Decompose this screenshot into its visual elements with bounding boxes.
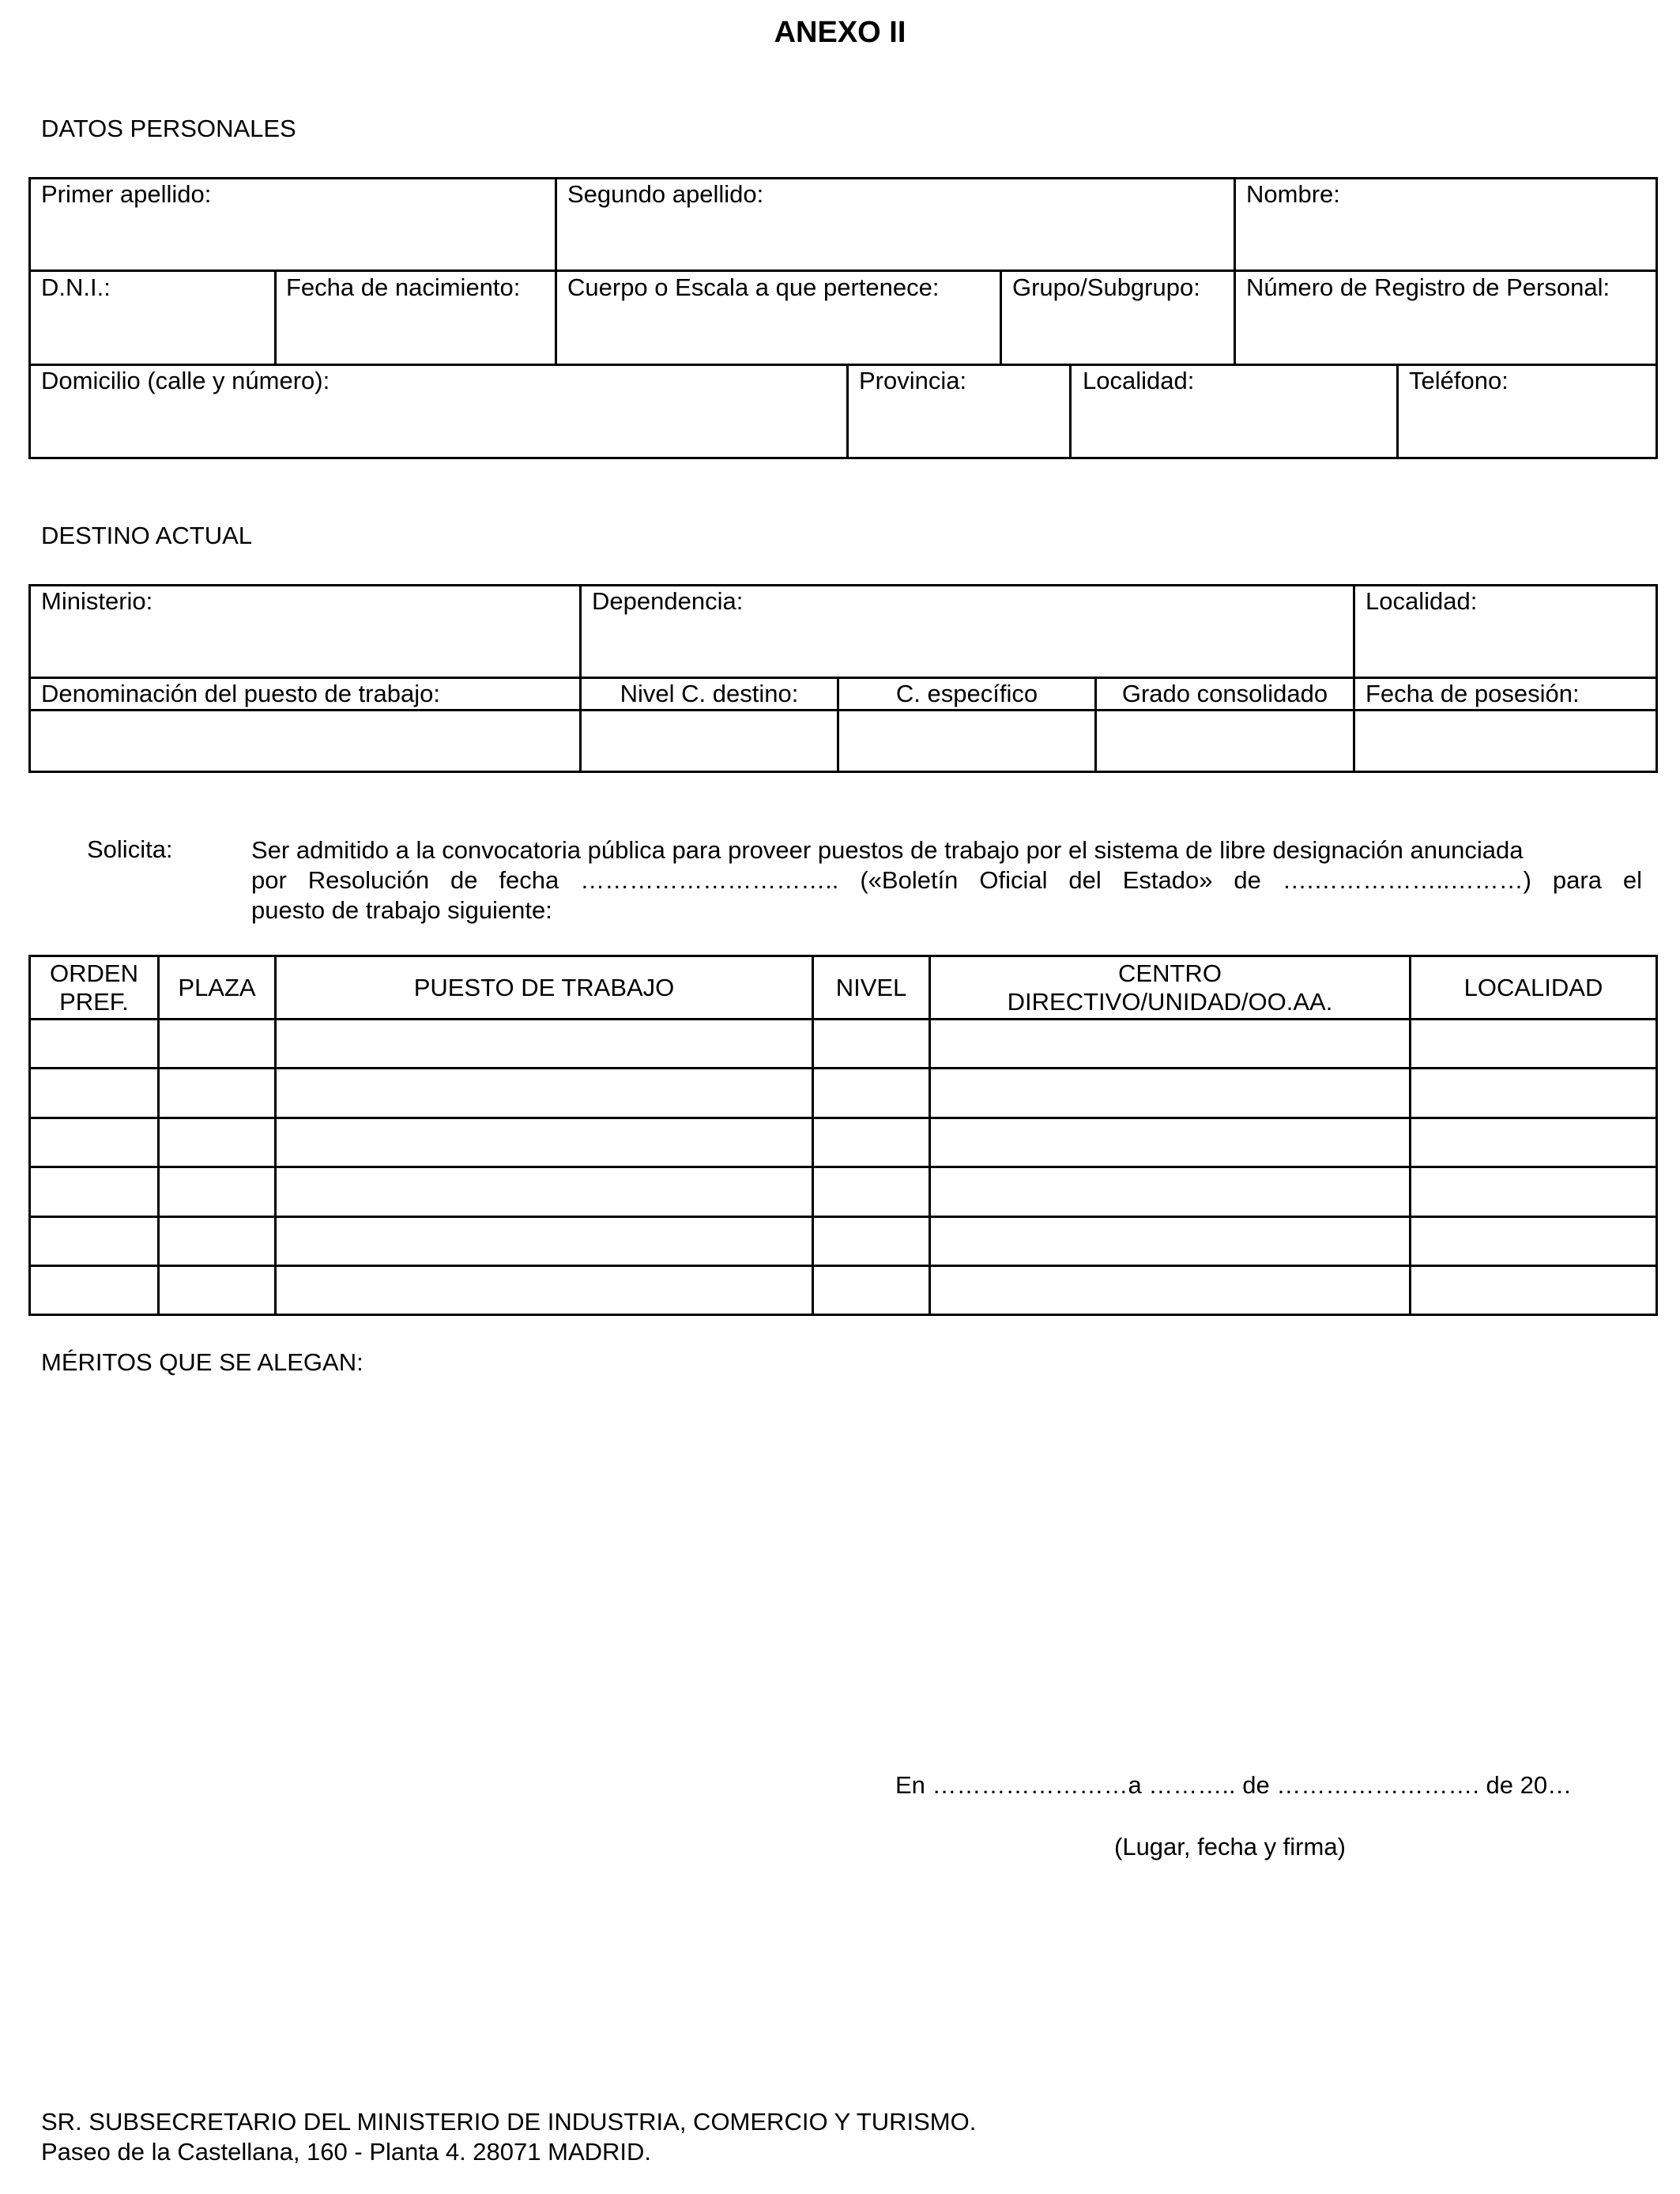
solicita-line-2: por Resolución de fecha ………………………….. («Boletín Oficial del Estado» de ….……………..………) para el — [251, 866, 1642, 894]
field-nivel-destino: Nivel C. destino: — [620, 680, 799, 707]
field-localidad: Localidad: — [1083, 367, 1195, 394]
field-dni: D.N.I.: — [41, 273, 111, 301]
firma-caption: (Lugar, fecha y firma) — [1114, 1833, 1346, 1860]
field-ministerio: Ministerio: — [41, 587, 153, 615]
field-domicilio: Domicilio (calle y número): — [41, 367, 330, 394]
firma-lugar-fecha-line: En ……………………a ……….. de ……………………. de 20… — [895, 1771, 1573, 1799]
header-puesto-trabajo: PUESTO DE TRABAJO — [413, 973, 675, 1001]
header-plaza: PLAZA — [178, 973, 256, 1001]
field-dependencia: Dependencia: — [592, 587, 744, 615]
solicita-label: Solicita: — [87, 835, 173, 863]
header-orden-pref: ORDEN PREF. — [50, 959, 138, 1016]
section-heading-datos-personales: DATOS PERSONALES — [41, 115, 296, 142]
field-c-especifico: C. específico — [895, 680, 1038, 707]
header-centro-directivo: CENTRO DIRECTIVO/UNIDAD/OO.AA. — [1007, 959, 1333, 1016]
footer-direccion: Paseo de la Castellana, 160 - Planta 4. 28071 MADRID. — [41, 2138, 652, 2166]
footer-destinatario: SR. SUBSECRETARIO DEL MINISTERIO DE INDUSTRIA, COMERCIO Y TURISMO. — [41, 2108, 977, 2136]
section-heading-meritos: MÉRITOS QUE SE ALEGAN: — [41, 1348, 363, 1376]
field-grado-consolidado: Grado consolidado — [1121, 680, 1328, 707]
document-title: ANEXO II — [774, 16, 906, 49]
field-denominacion-puesto: Denominación del puesto de trabajo: — [41, 680, 440, 707]
field-localidad-destino: Localidad: — [1365, 587, 1478, 615]
field-telefono: Teléfono: — [1409, 367, 1509, 394]
field-provincia: Provincia: — [859, 367, 967, 394]
field-nombre: Nombre: — [1246, 180, 1340, 208]
field-fecha-posesion: Fecha de posesión: — [1365, 680, 1580, 707]
field-cuerpo-escala: Cuerpo o Escala a que pertenece: — [567, 273, 940, 301]
solicita-line-1: Ser admitido a la convocatoria pública para proveer puestos de trabajo por el sistema de libre designación anunciada — [251, 836, 1524, 864]
header-nivel: NIVEL — [835, 973, 907, 1001]
solicita-text — [251, 835, 1642, 925]
header-localidad: LOCALIDAD — [1463, 973, 1603, 1001]
field-grupo-subgrupo: Grupo/Subgrupo: — [1012, 273, 1200, 301]
field-numero-registro: Número de Registro de Personal: — [1246, 273, 1610, 301]
field-segundo-apellido: Segundo apellido: — [567, 180, 764, 208]
section-heading-destino-actual: DESTINO ACTUAL — [41, 522, 252, 549]
field-fecha-nacimiento: Fecha de nacimiento: — [286, 273, 521, 301]
field-primer-apellido: Primer apellido: — [41, 180, 212, 208]
solicita-line-3: puesto de trabajo siguiente: — [251, 896, 552, 924]
